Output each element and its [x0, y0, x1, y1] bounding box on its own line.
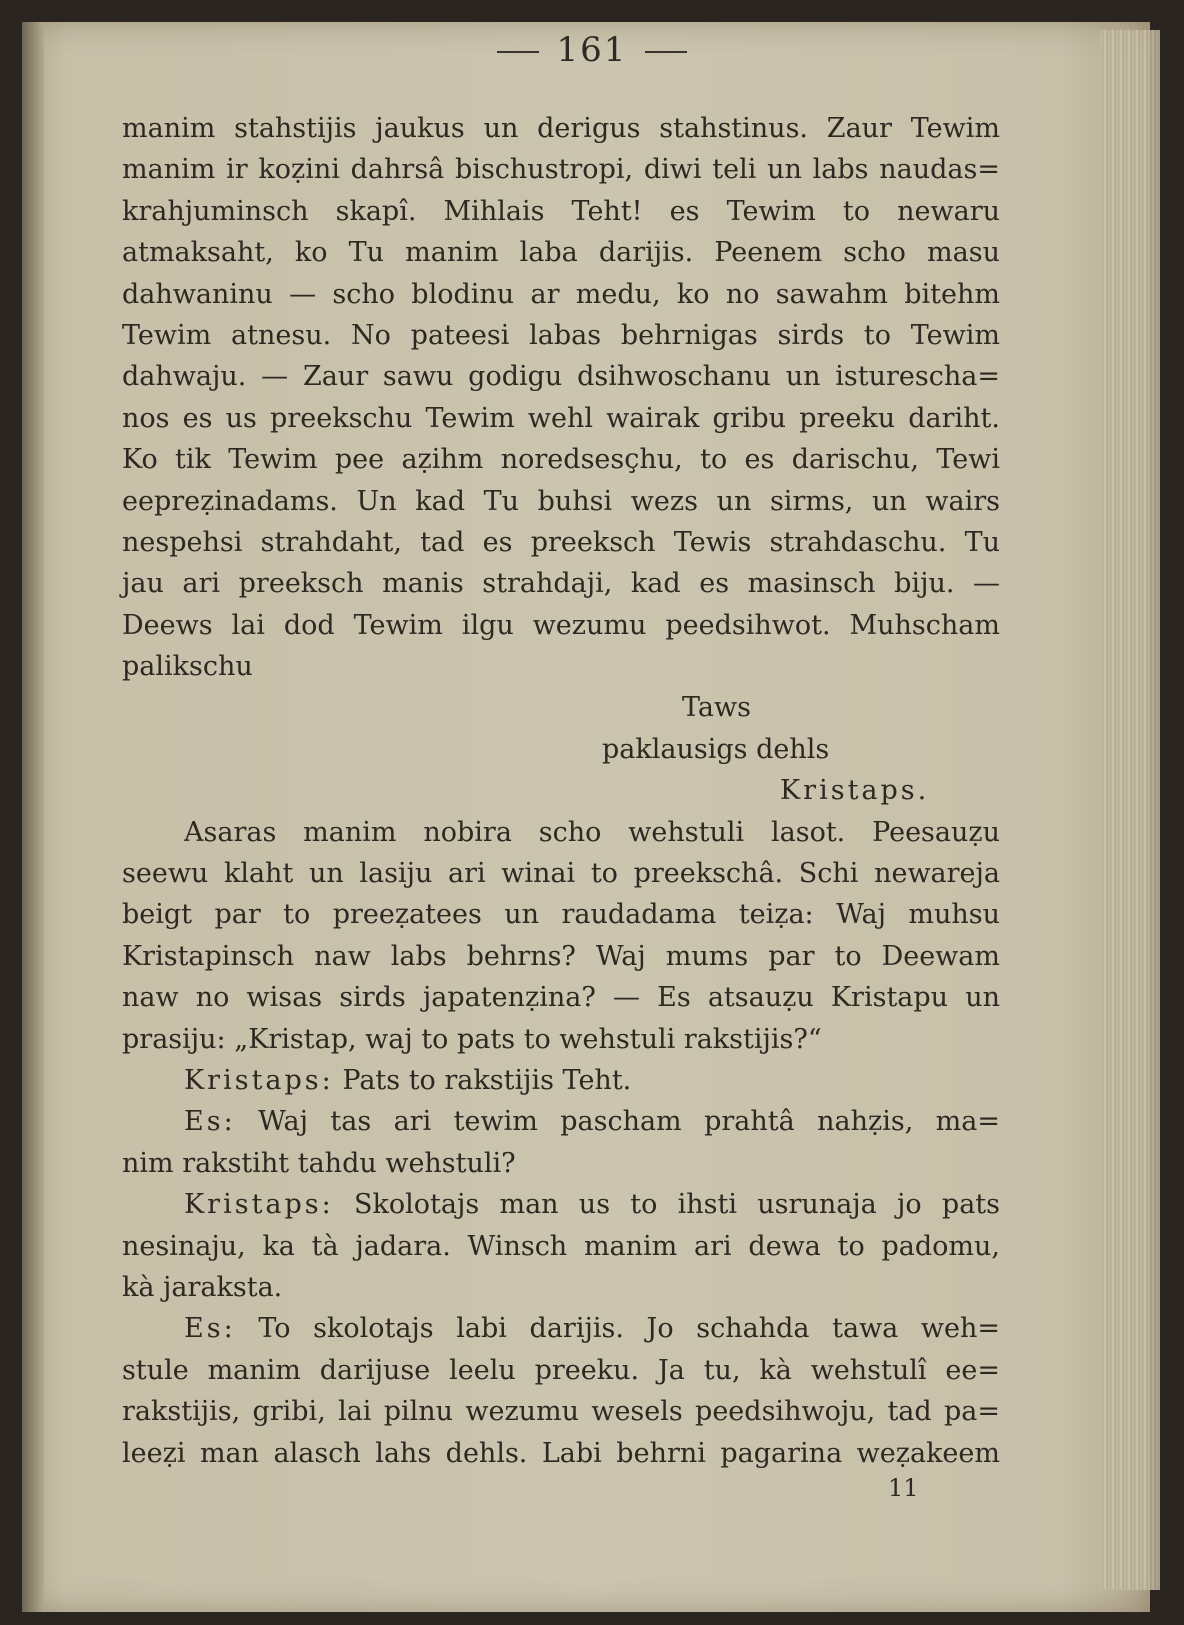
text-line: dahwaninu — scho blodinu ar medu, ko no sawahm bitehm — [122, 278, 1000, 310]
dialogue-speaker: Kristaps: — [184, 1064, 334, 1096]
text-line: Kristapinsch naw labs behrns? Waj mums par to Deewam — [122, 940, 1000, 972]
book-spine-shadow — [22, 22, 44, 1612]
dialogue-speaker: Es: — [184, 1106, 236, 1138]
dialogue-line — [122, 1101, 1000, 1142]
text-line: kà jaraksta. — [122, 1271, 283, 1303]
text-line: manim ir koẓini dahrsâ bischustropi, diwi teli un labs naudas= — [122, 154, 1000, 186]
dialogue-line — [122, 1184, 1000, 1225]
text-line: krahjuminsch skapî. Mihlais Teht! es Tewim to newaru — [122, 195, 1000, 227]
text-line: nespehsi strahdaht, tad es preeksch Tewis strahdaschu. Tu — [122, 526, 1000, 558]
page-number: 161 — [556, 30, 628, 70]
text-line: dahwaju. — Zaur sawu godigu dsihwoschanu un isturescha= — [122, 361, 1000, 393]
dialogue-speaker: Es: — [184, 1313, 236, 1345]
text-line: Ko tik Tewim pee aẓihm noredsesçhu, to es darischu, Tewi — [122, 444, 1000, 476]
text-line: prasiju: „Kristap, waj to pats to wehstuli rakstijis?“ — [122, 1023, 822, 1055]
text-line: seewu klaht un lasiju ari winai to preekschâ. Schi newareja — [122, 858, 1000, 890]
text-line: atmaksaht, ko Tu manim laba darijis. Peenem scho masu — [122, 237, 1000, 269]
text-line: Tewim atnesu. No pateesi labas behrnigas sirds to Tewim — [122, 319, 1000, 351]
text-line: Deews lai dod Tewim ilgu wezumu peedsihwot. Muhscham — [122, 609, 1000, 641]
page-header — [0, 30, 1184, 70]
text-line: eepreẓinadams. Un kad Tu buhsi wezs un sirms, un wairs — [122, 485, 1000, 517]
page-edges — [1100, 30, 1160, 1590]
closing-signature-name: Kristaps. — [780, 775, 930, 807]
closing-description: paklausigs dehls — [602, 733, 830, 765]
text-line: leeẓi man alasch lahs dehls. Labi behrni pagarina weẓakeem — [122, 1437, 1000, 1469]
text-line: nesinaju, ka tà jadara. Winsch manim ari dewa to padomu, — [122, 1230, 1000, 1262]
text-line: jau ari preeksch manis strahdaji, kad es masinsch biju. — — [122, 568, 1000, 600]
text-line: nos es us preekschu Tewim wehl wairak gribu preeku dariht. — [122, 402, 1000, 434]
closing-salutation: Taws — [682, 692, 751, 724]
text-line: nim rakstiht tahdu wehstuli? — [122, 1147, 516, 1179]
text-line: manim stahstijis jaukus un derigus stahstinus. Zaur Tewim — [122, 113, 1000, 144]
text-line: rakstijis, gribi, lai pilnu wezumu wesels peedsihwoju, tad pa= — [122, 1396, 1000, 1428]
signature-mark: 11 — [888, 1474, 919, 1502]
text-line: palikschu — [122, 651, 253, 683]
dialogue-line — [122, 1060, 1000, 1101]
header-dash-left — [497, 51, 539, 53]
dialogue-line — [122, 1308, 1000, 1349]
dialogue-text: To skolotajs labi darijis. Jo schahda tawa weh= — [258, 1313, 1000, 1345]
text-line: stule manim darijuse leelu preeku. Ja tu, kà wehstulî ee= — [122, 1354, 1000, 1386]
header-dash-right — [645, 51, 687, 53]
dialogue-text: Pats to rakstijis Teht. — [342, 1064, 632, 1096]
body-text — [122, 108, 1000, 1474]
dialogue-text: Waj tas ari tewim pascham prahtâ nahẓis, ma= — [258, 1106, 1001, 1138]
dialogue-speaker: Kristaps: — [184, 1189, 334, 1221]
text-line: Asaras manim nobira scho wehstuli lasot. Peesauẓu — [184, 816, 1000, 848]
text-line: beigt par to preeẓatees un raudadama teiẓa: Waj muhsu — [122, 899, 1000, 931]
dialogue-text: Skolotajs man us to ihsti usrunaja jo pats — [354, 1189, 1000, 1221]
text-line: naw no wisas sirds japatenẓina? — Es atsauẓu Kristapu un — [122, 982, 1000, 1014]
